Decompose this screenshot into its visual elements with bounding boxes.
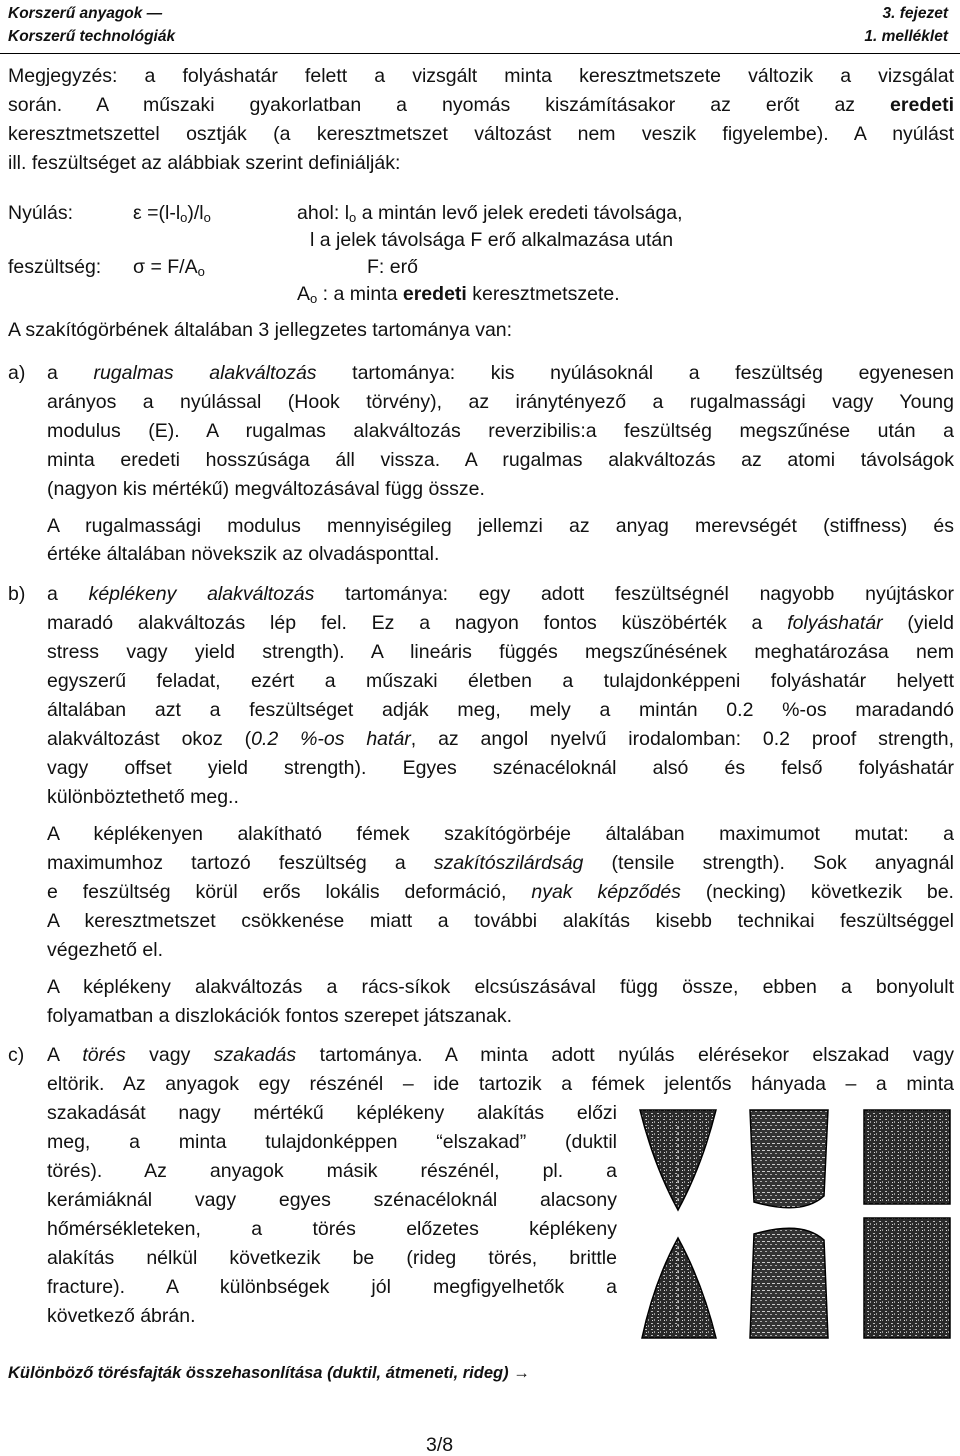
strain-formula: $\varepsilon =(l-l_o)/l_o$ [133,202,211,225]
item-c-line: szakadását nagy mértékű képlékeny alakítás előzi [47,1102,617,1124]
stress-label: feszültség: [8,256,102,278]
item-a-line: a rugalmas alakváltozás tartománya: kis nyúlásoknál a feszültség egyenesen [47,362,954,384]
item-a-line: minta eredeti hosszúsága áll vissza. A rugalmas alakváltozás az atomi távolságok [47,449,954,471]
item-c-line: alakítás nélkül következik be (rideg törés, brittle [47,1247,617,1269]
item-b-line: vagy offset yield strength). Egyes szénacéloknál alsó és felső folyáshatár [47,757,954,779]
ductile-specimen [640,1110,716,1338]
item-b-line: e feszültség körül erős lokális deformáció, nyak képződés (necking) következik be. [47,881,954,903]
item-c-line: eltörik. Az anyagok egy részénél – ide tartozik a fémek jelentős hányada – a minta [47,1073,954,1095]
item-c-line: fracture). A különbségek jól megfigyelhetők a [47,1276,617,1298]
item-b-line: végezhető el. [47,939,164,961]
page-number: 3/8 [426,1434,454,1456]
strain-label: Nyúlás: [8,202,74,224]
stress-formula: $\sigma = F/A_o$ [133,256,205,279]
header-rule [0,53,960,54]
l-definition: l a jelek távolsága F erő alkalmazása után [310,229,674,251]
header-course-subtitle: Korszerű technológiák [8,28,176,45]
intro-sentence: A szakítógörbének általában 3 jellegzetes tartománya van: [8,319,513,341]
header-chapter: 3. fejezet [882,5,948,22]
header-appendix: 1. melléklet [864,28,948,45]
note-line: ill. feszültséget az alábbiak szerint definiálják: [8,152,401,174]
note-line: során. A műszaki gyakorlatban a nyomás kiszámításakor az erőt az eredeti [8,94,954,116]
item-b-line: különböztethető meg.. [47,786,239,808]
item-b-line: folyamatban a diszlokációk fontos szerepet játszanak. [47,1005,513,1027]
item-b-line: A képlékenyen alakítható fémek szakítógörbéje általában maximumot mutat: a [47,823,954,845]
item-a-line: (nagyon kis mértékű) megváltozásával függ össze. [47,478,485,500]
item-b-line: stress vagy yield strength). A lineáris függés megszűnésének meghatározása nem [47,641,954,663]
item-c-label: c) [8,1044,25,1066]
item-c-line: törés). Az anyagok másik részénél, pl. a [47,1160,617,1182]
item-b-line: maximumhoz tartozó feszültség a szakítószilárdság (tensile strength). Sok anyagnál [47,852,955,874]
item-b-line: általában azt a feszültséget adják meg, mely a mintán 0.2 %-os maradandó [47,699,954,721]
item-b-line: alakváltozást okoz (0.2 %-os határ, az angol nyelvű irodalomban: 0.2 proof strength, [47,728,954,750]
ao-definition: $A_o$ : a minta eredeti keresztmetszete. [297,283,620,306]
note-line: Megjegyzés: a folyáshatár felett a vizsgált minta keresztmetszete változik a vizsgálat [8,65,954,87]
item-c-line: A törés vagy szakadás tartománya. A minta adott nyúlás elérésekor elszakad vagy [47,1044,954,1066]
brittle-specimen [864,1110,950,1338]
item-b-label: b) [8,583,26,605]
item-b-line: a képlékeny alakváltozás tartománya: egy adott feszültségnél nagyobb nyújtáskor [47,583,954,605]
item-b-line: A keresztmetszet csökkenése miatt a további alakítás kisebb technikai feszültséggel [47,910,954,932]
header-left [8,2,308,48]
fracture-types-figure [632,1106,958,1342]
item-c-line: hőmérsékleteken, a törés előzetes képlékeny [47,1218,617,1240]
item-a-line: értéke általában növekszik az olvadásponttal. [47,543,440,565]
item-a-label: a) [8,362,26,384]
item-c-line: meg, a minta tulajdonképpen “elszakad” (duktil [47,1131,617,1153]
transitional-specimen [750,1110,828,1338]
item-a-line: modulus (E). A rugalmas alakváltozás reverzibilis:a feszültség megszűnése után a [47,420,954,442]
note-line: keresztmetszettel osztják (a keresztmetszet változást nem veszik figyelembe). A nyúlást [8,123,954,145]
lo-definition: ahol: $l_o$ a mintán levő jelek eredeti távolsága, [297,202,683,225]
item-a-line: arányos a nyúlással (Hook törvény), az iránytényező a rugalmassági vagy Young [47,391,954,413]
item-c-line: kerámiáknál vagy egyes szénacéloknál alacsony [47,1189,617,1211]
item-b-line: egyszerű feladat, ezért a műszaki életben a tulajdonképpeni folyáshatár helyett [47,670,954,692]
item-a-line: A rugalmassági modulus mennyiségileg jellemzi az anyag merevségét (stiffness) és [47,515,954,537]
item-b-line: A képlékeny alakváltozás a rács-síkok elcsúszásával függ össze, ebben a bonyolult [47,976,954,998]
figure-caption: Különböző törésfajták összehasonlítása (duktil, átmeneti, rideg) → [8,1364,530,1382]
arrow-icon: → [513,1364,530,1382]
item-c-line: következő ábrán. [47,1305,196,1327]
header-course-title: Korszerű anyagok — [8,5,163,22]
item-b-line: maradó alakváltozás lép fel. Ez a nagyon fontos küszöbérték a folyáshatár (yield [47,612,954,634]
header-right [748,2,948,48]
f-definition: F: erő [367,256,418,278]
